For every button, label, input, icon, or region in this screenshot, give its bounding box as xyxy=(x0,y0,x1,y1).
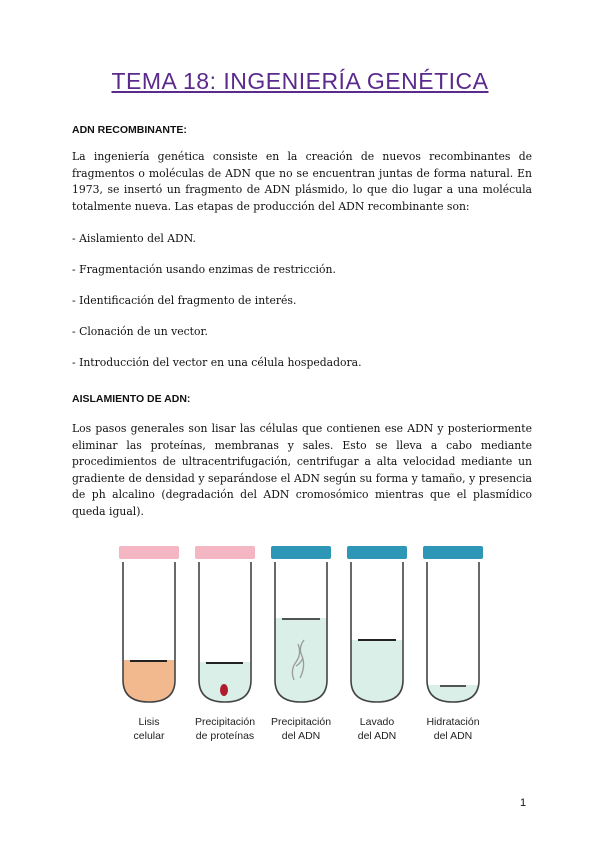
tube-label-line1: Lavado xyxy=(359,716,395,728)
page-number: 1 xyxy=(520,797,527,809)
tube-label-line2: del ADN xyxy=(433,730,473,742)
tube-label-lisis xyxy=(109,715,189,743)
tube-label-line1: Hidratación xyxy=(426,716,480,728)
section-paragraph-aislamiento: Los pasos generales son lisar las células que contienen ese ADN y posteriormente eliminar las proteínas, membranas y sales. Esto se lleva a cabo mediante procedimientos de ultracentrifugación, centrifugar a alta velocidad mediante un gradiente de densidad y separándose el ADN según su forma y tamaño, y presencia de ph alcalino (degradación del ADN cromosómico mientras que el plasmídico queda igual). xyxy=(72,422,532,518)
tube-cap xyxy=(347,546,407,559)
tube-label-line2: del ADN xyxy=(357,730,397,742)
tube-fill xyxy=(199,662,251,702)
protein-pellet xyxy=(220,684,228,696)
tube-label-hidratacion xyxy=(413,715,493,743)
section-heading-aislamiento: AISLAMIENTO DE ADN: xyxy=(72,393,191,405)
tube-fill xyxy=(275,618,327,702)
tube-label-lavado xyxy=(337,715,417,743)
list-item: - Clonación de un vector. xyxy=(72,325,208,338)
tube-fill xyxy=(123,660,175,702)
list-item: - Introducción del vector en una célula hospedadora. xyxy=(72,356,362,369)
tube-label-precipitacion-adn xyxy=(261,715,341,743)
list-item: - Identificación del fragmento de interés. xyxy=(72,294,297,307)
list-item: - Fragmentación usando enzimas de restricción. xyxy=(72,263,336,276)
section-heading-adn-recombinante: ADN RECOMBINANTE: xyxy=(72,124,187,136)
tube-label-line1: Precipitación xyxy=(270,716,332,728)
tube-label-line2: del ADN xyxy=(281,730,321,742)
tube-label-line1: Lisis xyxy=(138,716,160,728)
tube-cap xyxy=(423,546,483,559)
tube-cap xyxy=(195,546,255,559)
tube-fill xyxy=(351,640,403,702)
tube-label-line1: Precipitación xyxy=(194,716,256,728)
tube-label-line2: celular xyxy=(133,730,165,742)
tube-outline xyxy=(427,562,479,702)
tube-label-line2: de proteínas xyxy=(195,730,255,742)
list-item: - Aislamiento del ADN. xyxy=(72,232,196,245)
page-title: TEMA 18: INGENIERÍA GENÉTICA xyxy=(111,68,489,94)
tube-cap xyxy=(119,546,179,559)
section-paragraph-adn-recombinante: La ingeniería genética consiste en la creación de nuevos recombinantes de fragmentos o moléculas de ADN que no se encuentran juntas de forma natural. En 1973, se insertó un fragmento de ADN plásmido, lo que dio lugar a una molécula totalmente nueva. Las etapas de producción del ADN recombinante son: xyxy=(72,150,532,213)
tube-cap xyxy=(271,546,331,559)
tube-label-precipitacion-proteinas xyxy=(185,715,265,743)
